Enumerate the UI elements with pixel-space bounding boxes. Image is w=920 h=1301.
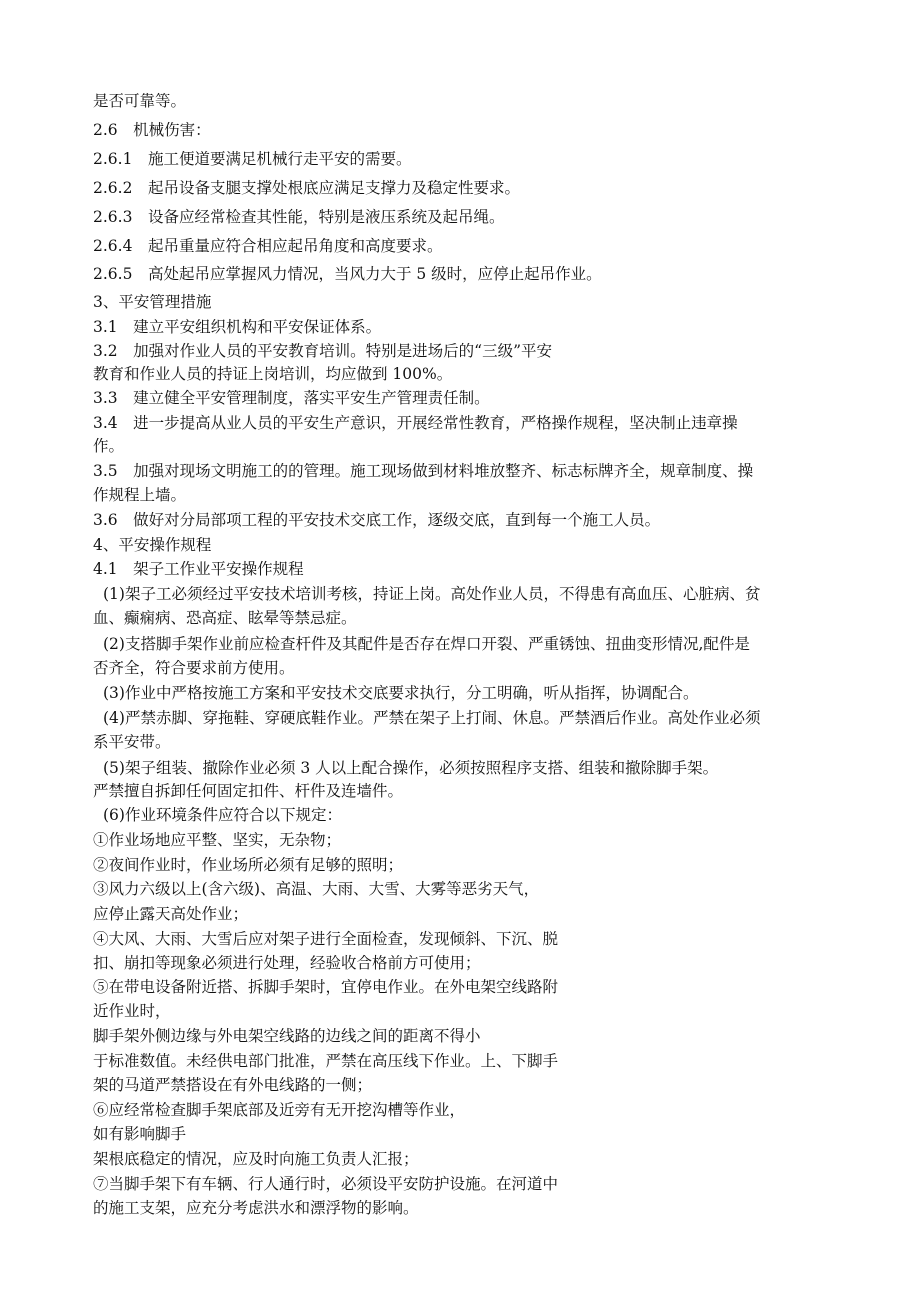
list-item: 3.6 做好对分局部项工程的平安技术交底工作，逐级交底，直到每一个施工人员。	[93, 511, 661, 529]
text-line: 严禁擅自拆卸任何固定扣件、杆件及连墙件。	[93, 782, 404, 800]
list-item: 2.6.3 设备应经常检查其性能，特别是液压系统及起吊绳。	[93, 208, 505, 226]
list-item: ③风力六级以上(含六级)、高温、大雨、大雪、大雾等恶劣天气，	[93, 880, 540, 898]
text-line: 系平安带。	[93, 733, 171, 751]
list-item: 2.6.1 施工便道要满足机械行走平安的需要。	[93, 150, 412, 168]
subsection-heading: 4.1 架子工作业平安操作规程	[93, 560, 304, 578]
list-item: 3.2 加强对作业人员的平安教育培训。特别是进场后的“三级”平安	[93, 342, 553, 360]
list-item: ①作业场地应平整、坚实，无杂物；	[93, 831, 342, 849]
section-heading: 4、平安操作规程	[93, 536, 212, 554]
text-line: 应停止露天高处作业；	[93, 905, 249, 923]
list-item: 3.5 加强对现场文明施工的的管理。施工现场做到材料堆放整齐、标志标牌齐全，规章制度、操	[93, 462, 754, 480]
text-line: 否齐全，符合要求前方使用。	[93, 659, 295, 677]
list-item: 2.6.5 高处起吊应掌握风力情况，当风力大于 5 级时，应停止起吊作业。	[93, 265, 602, 283]
section-heading: 3、平安管理措施	[93, 293, 212, 311]
list-item: ②夜间作业时，作业场所必须有足够的照明；	[93, 856, 404, 874]
list-item: (2)支搭脚手架作业前应检查杆件及其配件是否存在焊口开裂、严重锈蚀、扭曲变形情况,配件是	[103, 635, 750, 653]
list-item: (3)作业中严格按施工方案和平安技术交底要求执行，分工明确，听从指挥，协调配合。	[103, 684, 699, 702]
list-item: ⑤在带电设备附近搭、拆脚手架时，宜停电作业。在外电架空线路附	[93, 978, 559, 996]
list-item: (5)架子组装、撤除作业必须 3 人以上配合操作，必须按照程序支搭、组装和撤除脚手架。	[103, 759, 719, 777]
text-line: 近作业时，	[93, 1002, 171, 1020]
list-item: ⑦当脚手架下有车辆、行人通行时，必须设平安防护设施。在河道中	[93, 1175, 559, 1193]
text-line: 于标准数值。未经供电部门批准，严禁在高压线下作业。上、下脚手	[93, 1052, 559, 1070]
text-line: 如有影响脚手	[93, 1125, 187, 1143]
text-line: 作。	[93, 437, 125, 455]
text-line: 作规程上墙。	[93, 486, 187, 504]
list-item: (1)架子工必须经过平安技术培训考核，持证上岗。高处作业人员，不得患有高血压、心脏病、贫	[103, 585, 761, 603]
list-item: 3.4 进一步提高从业人员的平安生产意识，开展经常性教育，严格操作规程，坚决制止违章操	[93, 414, 738, 432]
text-line: 的施工支架，应充分考虑洪水和漂浮物的影响。	[93, 1199, 419, 1217]
list-item: (6)作业环境条件应符合以下规定：	[103, 806, 342, 824]
text-line: 架的马道严禁搭设在有外电线路的一侧；	[93, 1076, 373, 1094]
text-line: 架根底稳定的情况，应及时向施工负责人汇报；	[93, 1150, 419, 1168]
text-line: 血、癫痫病、恐高症、眩晕等禁忌症。	[93, 609, 357, 627]
list-item: ⑥应经常检查脚手架底部及近旁有无开挖沟槽等作业，	[93, 1101, 466, 1119]
list-item: 2.6.4 起吊重量应符合相应起吊角度和高度要求。	[93, 237, 443, 255]
text-line: 是否可靠等。	[93, 92, 187, 110]
list-item: 3.3 建立健全平安管理制度，落实平安生产管理责任制。	[93, 389, 490, 407]
text-line: 教育和作业人员的持证上岗培训，均应做到 100%。	[93, 365, 453, 383]
list-item: 2.6.2 起吊设备支腿支撑处根底应满足支撑力及稳定性要求。	[93, 179, 520, 197]
list-item: ④大风、大雨、大雪后应对架子进行全面检查，发现倾斜、下沉、脱	[93, 930, 559, 948]
text-line: 扣、崩扣等现象必须进行处理，经验收合格前方可使用；	[93, 954, 481, 972]
text-line: 脚手架外侧边缘与外电架空线路的边线之间的距离不得小	[93, 1027, 481, 1045]
section-heading: 2.6 机械伤害：	[93, 121, 211, 139]
list-item: 3.1 建立平安组织机构和平安保证体系。	[93, 318, 382, 336]
list-item: (4)严禁赤脚、穿拖鞋、穿硬底鞋作业。严禁在架子上打闹、休息。严禁酒后作业。高处作业必须	[103, 709, 761, 727]
